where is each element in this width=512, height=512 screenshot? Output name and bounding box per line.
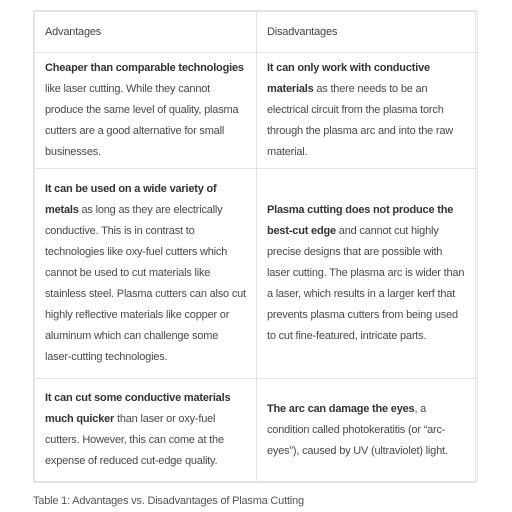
table-row	[35, 53, 478, 169]
disadvantage-text: , a condition called photokeratitis (or “arc-eyes”), caused by UV (ultraviolet) light.	[267, 402, 448, 457]
disadvantage-cell	[257, 169, 478, 379]
comparison-table-container	[33, 10, 476, 483]
header-advantages: Advantages	[35, 12, 257, 53]
advantage-lead: Cheaper than comparable technologies	[45, 62, 244, 74]
advantage-text: like laser cutting. While they cannot produce the same level of quality, plasma cutters are a good alternative for small businesses.	[45, 83, 239, 158]
table-row	[35, 169, 478, 379]
table-row	[35, 379, 478, 482]
disadvantage-cell	[257, 379, 478, 482]
advantage-cell	[35, 379, 257, 482]
disadvantage-text: and cannot cut highly precise designs that are possible with laser cutting. The plasma arc is wider than a laser, which results in a larger kerf that prevents plasma cutters from being used to cut fine-featured, intricate parts.	[267, 225, 465, 342]
advantage-cell	[35, 169, 257, 379]
table-header-row	[35, 12, 478, 53]
disadvantage-text: as there needs to be an electrical circuit from the plasma torch through the plasma arc and into the raw material.	[267, 83, 454, 158]
disadvantage-lead: Plasma cutting does not produce the best-cut edge	[267, 204, 454, 237]
header-disadvantages: Disadvantages	[257, 12, 478, 53]
advantage-lead: It can be used on a wide variety of metals	[45, 183, 217, 216]
disadvantage-lead: It can only work with conductive materials	[267, 62, 430, 95]
advantages-disadvantages-table	[34, 11, 478, 482]
disadvantage-cell	[257, 53, 478, 169]
disadvantage-lead: The arc can damage the eyes	[267, 402, 415, 415]
advantage-text: as long as they are electrically conductive. This is in contrast to technologies like oxy-fuel cutters which cannot be used to cut materials like stainless steel. Plasma cutters can also cut highly reflective materials like copper or aluminum which can challenge some laser-cutting technologies.	[45, 204, 246, 363]
table-caption: Table 1: Advantages vs. Disadvantages of Plasma Cutting	[33, 495, 304, 507]
advantage-lead: It can cut some conductive materials much quicker	[45, 392, 231, 425]
advantage-cell	[35, 53, 257, 169]
advantage-text: than laser or oxy-fuel cutters. However, this can come at the expense of reduced cut-edge quality.	[45, 413, 224, 467]
